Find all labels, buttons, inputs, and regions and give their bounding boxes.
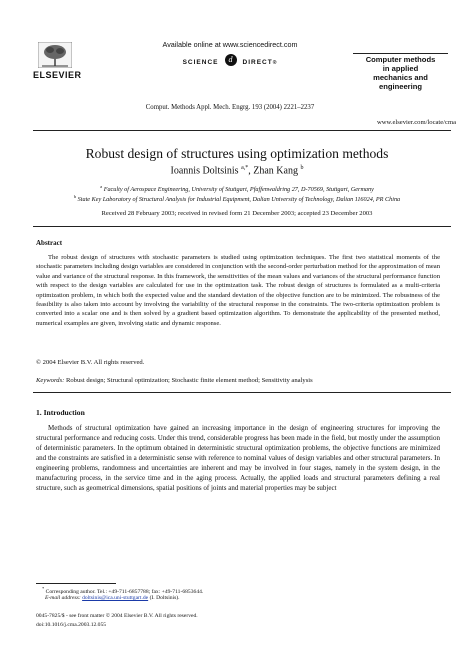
section-heading: 1. Introduction — [36, 408, 85, 417]
email-suffix: (I. Doltsinis). — [149, 595, 180, 601]
abstract-body: The robust design of structures with stochastic parameters is studied using optimization techniques. The first two statistical moments of the stochastic parameters including design variables are considered in conjunction with the second-order perturbation method for the approximation of mean value and variance of the structural response. In this framework, the sensitivities of the mean values and variances of the structural performance function with respect to the design variables are calculated for use in the optimization task. The robust design of structures is formulated as a multi-criteria optimization problem, in which both the expected value and the standard deviation of the objective function are to be minimized. The robustness of the feasibility is also taken into account by involving the variability of the structural response in the constraints. The two-criteria optimization problem is converted into a scalar one and is then solved by a gradient based optimization algorithm. To demonstrate the applicability of the presented method, numerical examples are given, involving static and dynamic response. — [36, 254, 440, 327]
abstract-bottom-rule — [33, 392, 451, 393]
affiliation-mark: a — [100, 184, 103, 189]
author-separator: , — [248, 165, 254, 177]
available-online-text: Available online at www.sciencedirect.com — [162, 40, 298, 49]
doi-line: doi:10.1016/j.cma.2003.12.055 — [36, 622, 107, 628]
abstract-top-rule — [33, 226, 451, 227]
issn-line: 0045-7825/$ - see front matter © 2004 Elsevier B.V. All rights reserved. — [36, 613, 198, 619]
author-line — [80, 165, 394, 176]
header-rule — [33, 130, 451, 131]
affiliation-text: Faculty of Aerospace Engineering, University of Stuttgart, Pfaffenwaldring 27, D-70569, Stuttgart, Germany — [103, 186, 374, 194]
author-superscript: b — [300, 165, 304, 171]
author-superscript: a,* — [241, 165, 249, 171]
sciencedirect-left: SCIENCE — [182, 59, 219, 66]
sciencedirect-mark-icon: d — [225, 54, 237, 66]
abstract-text — [36, 253, 440, 328]
journal-citation: Comput. Methods Appl. Mech. Engrg. 193 (2004) 2221–2237 — [145, 104, 315, 111]
footnote-email — [45, 595, 425, 602]
journal-url[interactable]: www.elsevier.com/locate/cma — [376, 119, 456, 126]
abstract-copyright: © 2004 Elsevier B.V. All rights reserved. — [36, 359, 145, 366]
section-body: Methods of structural optimization have gained an increasing importance in the design of engineering structures for improving the structural performance and reducing costs. Under this trend, considerable progress has been made in the field, but mostly under the assumption of deterministic parameters. In the optimum obtained in deterministic structural optimization problems, the objective functions are minimized and the constraints are satisfied in a deterministic sense with reference to nominal values of design variables and other structural parameters. In engineering problems, randomness and uncertainties are inherent and may be involved in four stages, namely in the system design, in the manufacturing process, in the service time and in the aging process. Actually, the applied loads and structural parameters defining a real structure, such as geometrical dimensions, spatial positions of joints and material properties may be subject — [36, 424, 440, 492]
journal-title-line: mechanics and — [373, 73, 428, 82]
journal-title-line: in applied — [382, 64, 419, 73]
sciencedirect-suffix: ® — [272, 60, 278, 66]
journal-title-box — [353, 55, 448, 91]
section-text — [36, 423, 440, 493]
keywords-line — [36, 377, 440, 384]
email-link[interactable]: doltsinis@ica.uni-stuttgart.de — [82, 595, 149, 601]
affiliation-text: State Key Laboratory of Structural Analysis for Industrial Equipment, Dalian University of Technology, Dalian 116024, PR China — [77, 196, 401, 204]
footnote-corresponding-text: Corresponding author. Tel.: +49-711-6857788; fax: +49-711-6853644. — [45, 588, 204, 595]
abstract-heading: Abstract — [36, 239, 63, 247]
journal-title-rule — [353, 53, 448, 54]
footnote-rule — [36, 583, 116, 584]
paper-title: Robust design of structures using optimization methods — [85, 146, 389, 161]
footnote-mark: * — [42, 586, 45, 591]
keywords-label: Keywords: — [36, 377, 65, 384]
affiliation — [30, 194, 444, 204]
keywords-text: Robust design; Structural optimization; Stochastic finite element method; Sensitivity analysis — [65, 377, 313, 384]
publisher-name: ELSEVIER — [33, 70, 82, 80]
author-name: Ioannis Doltsinis — [170, 165, 239, 177]
journal-title-line: engineering — [378, 82, 423, 91]
elsevier-tree-logo — [38, 42, 72, 68]
sciencedirect-logo — [150, 51, 310, 65]
author-name: Zhan Kang — [253, 165, 298, 177]
affiliation — [40, 184, 434, 194]
journal-title-line: Computer methods — [365, 55, 436, 64]
email-label: E-mail address: — [45, 595, 81, 601]
affiliation-mark: b — [73, 194, 77, 199]
sciencedirect-right: DIRECT — [242, 59, 273, 66]
received-dates: Received 28 February 2003; received in revised form 21 December 2003; accepted 23 December 2003 — [101, 210, 373, 217]
